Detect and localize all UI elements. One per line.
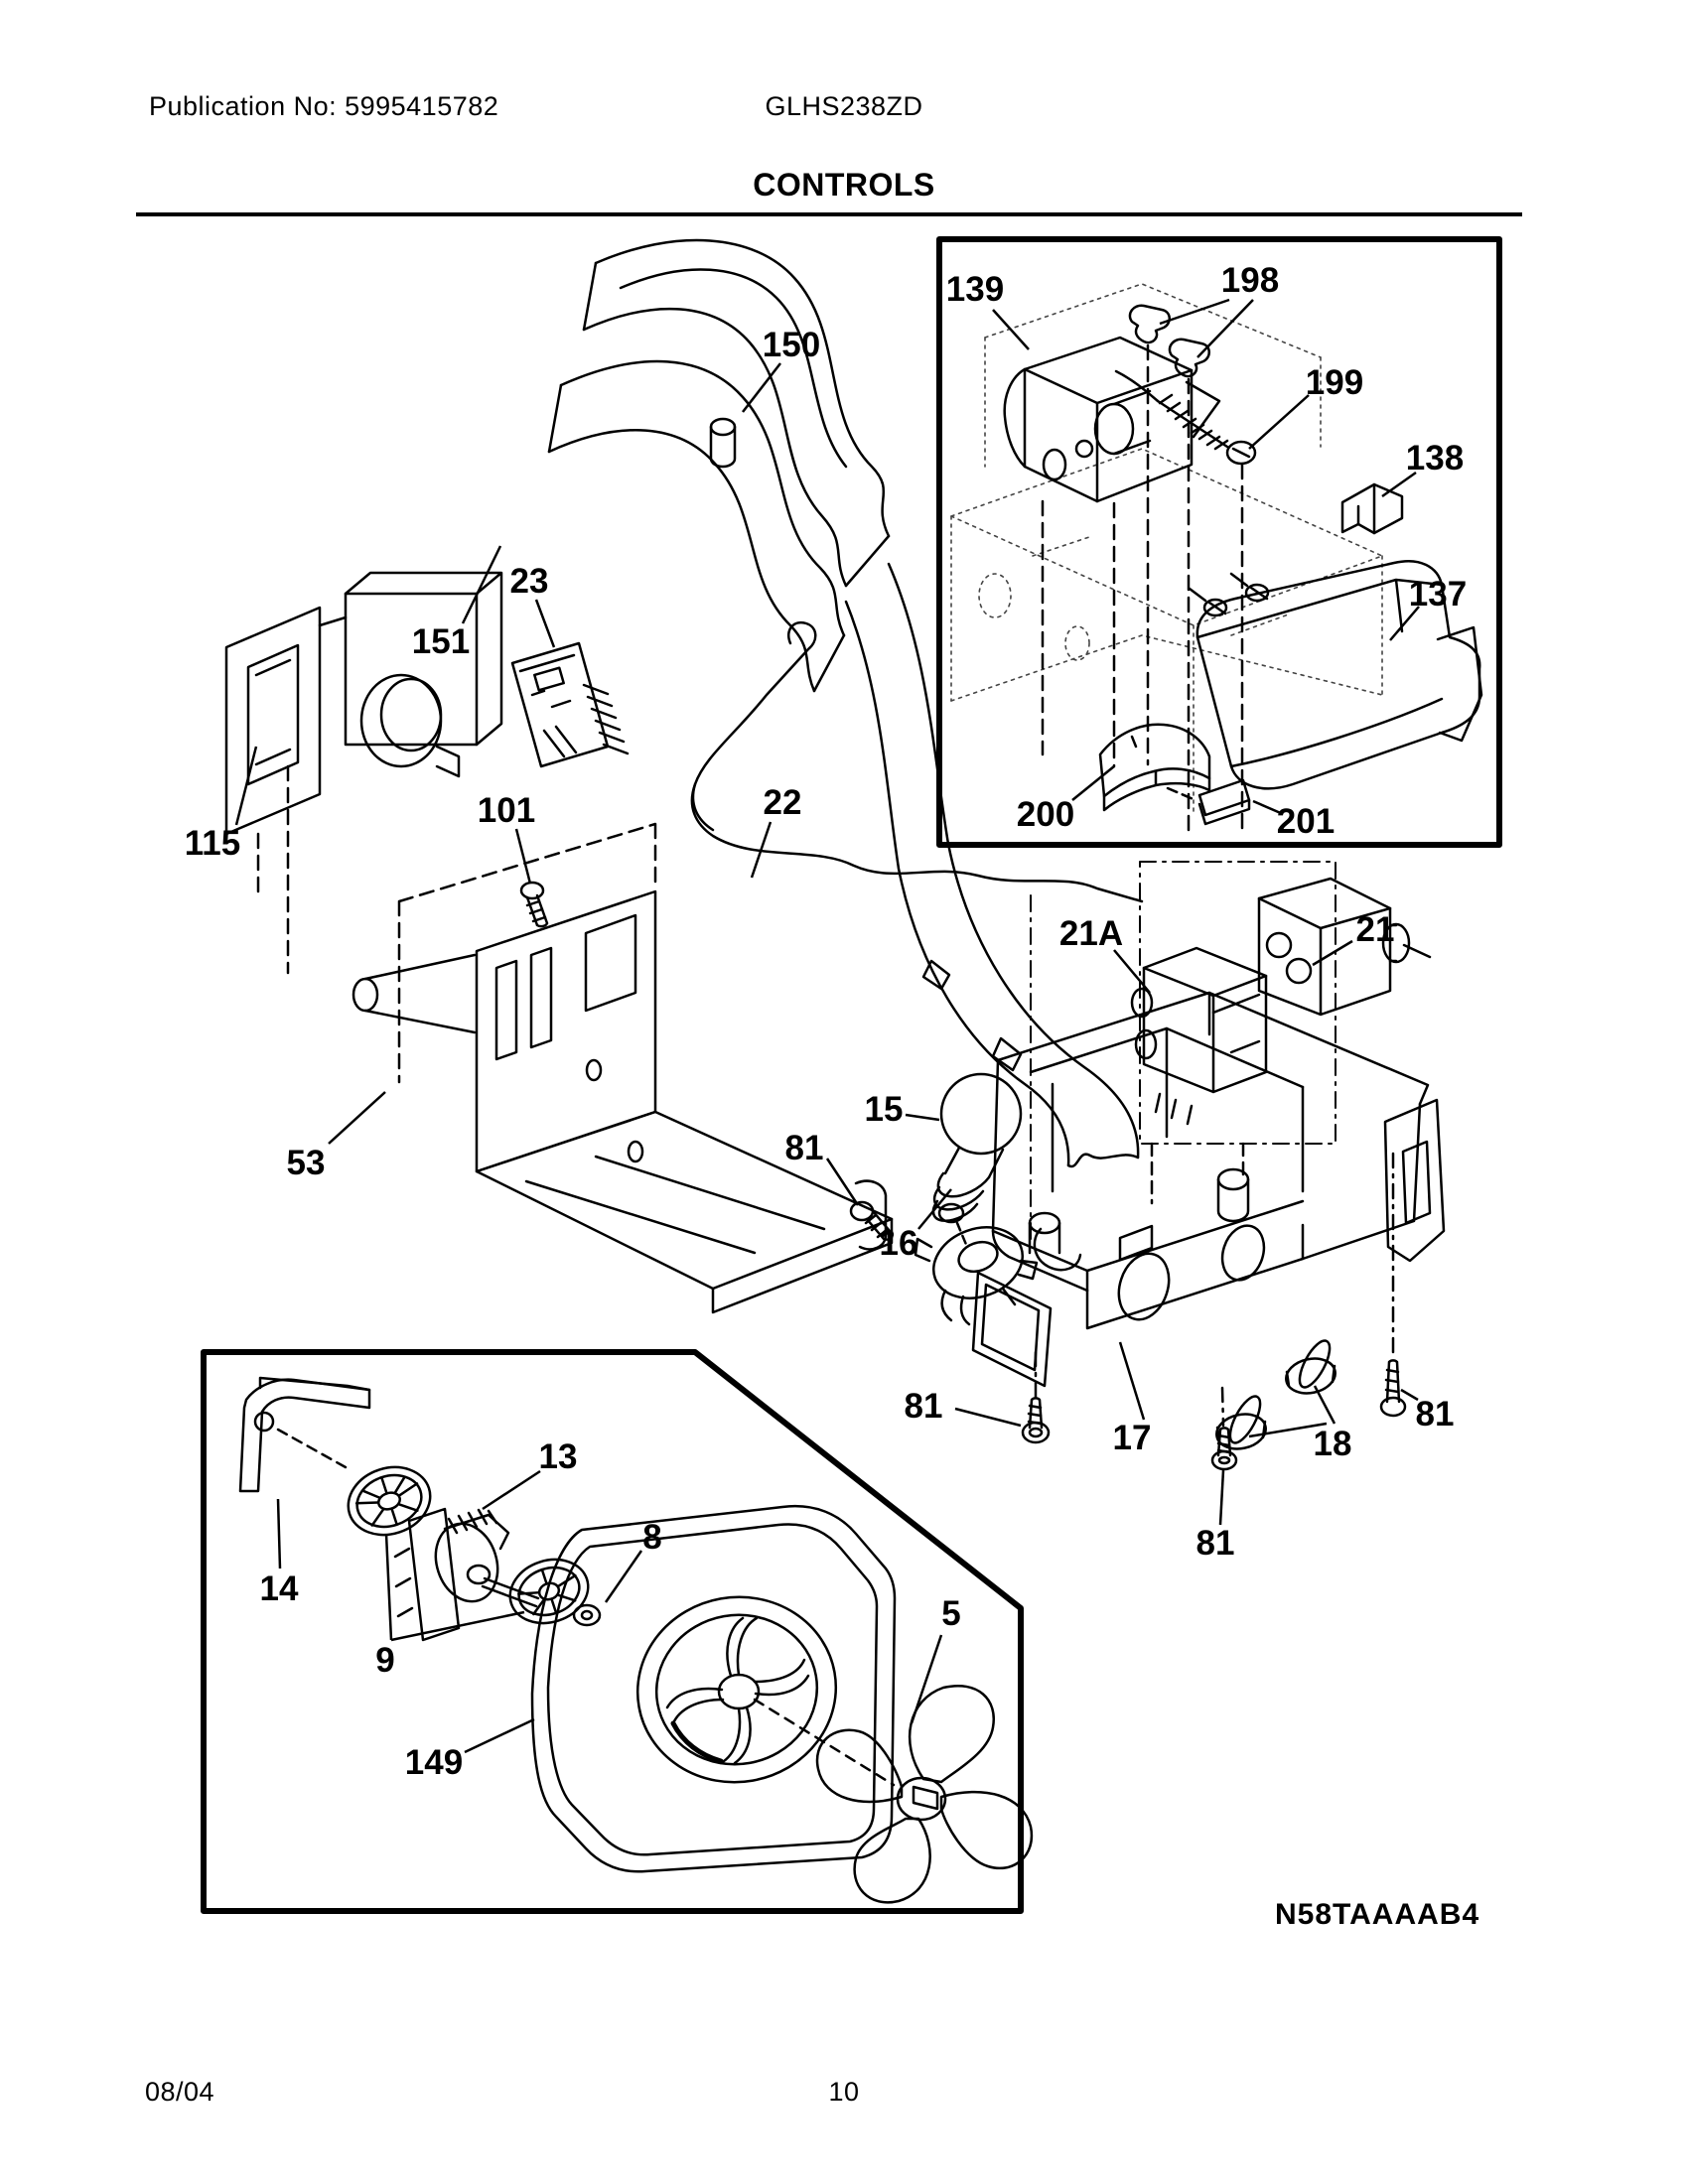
- inset-box-switch-detail: [939, 239, 1499, 845]
- part-label-16: 16: [879, 1224, 918, 1263]
- leader-line-17: [1120, 1342, 1144, 1420]
- part-label-5: 5: [941, 1594, 961, 1633]
- part-14-motor-bracket: [240, 1378, 369, 1491]
- part-label-15: 15: [864, 1090, 904, 1129]
- part-22-wire: [692, 622, 1142, 901]
- leader-line-115: [236, 747, 256, 825]
- part-label-150: 150: [762, 326, 821, 364]
- part-17-control-housing: [973, 895, 1444, 1386]
- part-139-switch: [1005, 338, 1219, 766]
- leader-line-200: [1072, 766, 1114, 800]
- part-81-screw-d: [1212, 1388, 1236, 1469]
- part-label-21: 21: [1355, 910, 1395, 949]
- leader-line-151: [463, 546, 500, 623]
- part-15-light-bulb: [933, 1074, 1021, 1247]
- part-label-9: 9: [375, 1641, 395, 1680]
- leader-line-8: [606, 1551, 641, 1602]
- part-label-8: 8: [642, 1518, 662, 1557]
- part-label-17: 17: [1112, 1419, 1152, 1457]
- part-label-21A: 21A: [1058, 914, 1124, 953]
- part-198-wire-clips: [1130, 306, 1209, 832]
- part-label-137: 137: [1408, 575, 1468, 614]
- part-label-81: 81: [1415, 1395, 1455, 1433]
- part-label-151: 151: [411, 622, 471, 661]
- part-label-138: 138: [1405, 439, 1465, 478]
- inset-box-fan-assembly: [204, 1352, 1021, 1911]
- part-label-81: 81: [784, 1129, 824, 1167]
- leader-line-18: [1315, 1386, 1335, 1424]
- footer-page-number: 10: [828, 2077, 860, 2107]
- part-label-198: 198: [1220, 261, 1280, 300]
- leader-line-139: [993, 310, 1029, 349]
- part-label-199: 199: [1305, 363, 1364, 402]
- part-label-81: 81: [1196, 1524, 1235, 1563]
- part-label-23: 23: [509, 562, 549, 601]
- part-138-bracket: [1342, 484, 1402, 533]
- part-149-fan-shroud: [532, 1506, 895, 1871]
- leader-line-81: [1220, 1470, 1223, 1525]
- part-150-duct: [584, 240, 889, 586]
- leader-line-149: [465, 1719, 534, 1752]
- publication-number: Publication No: 5995415782: [149, 91, 499, 121]
- part-label-101: 101: [477, 791, 536, 830]
- leader-line-13: [483, 1471, 540, 1509]
- part-label-201: 201: [1276, 802, 1336, 841]
- leader-line-9: [386, 1534, 391, 1640]
- part-label-200: 200: [1016, 795, 1075, 834]
- part-81-screw-c: [1381, 1154, 1405, 1416]
- part-101-screw: [521, 883, 547, 926]
- leader-line-21: [1313, 941, 1352, 965]
- part-199-ground-spring-screw: [1116, 371, 1255, 832]
- part-label-18: 18: [1313, 1425, 1352, 1463]
- leader-line-81: [827, 1159, 858, 1205]
- footer-date: 08/04: [145, 2077, 215, 2107]
- diagram-code: N58TAAAAB4: [1275, 1898, 1480, 1931]
- part-label-53: 53: [286, 1144, 326, 1182]
- part-label-139: 139: [945, 270, 1005, 309]
- part-23-control-board: [512, 643, 628, 766]
- leader-line-23: [536, 600, 554, 647]
- part-label-13: 13: [538, 1437, 578, 1476]
- part-label-149: 149: [404, 1743, 464, 1782]
- leader-line-5: [912, 1635, 941, 1723]
- leader-line-101: [516, 829, 530, 884]
- part-53-bracket: [353, 824, 892, 1312]
- part-label-14: 14: [259, 1570, 299, 1608]
- leader-line-53: [329, 1092, 385, 1144]
- model-number: GLHS238ZD: [765, 91, 923, 121]
- part-label-115: 115: [184, 824, 241, 863]
- page-title: CONTROLS: [753, 167, 935, 203]
- leader-line-14: [278, 1499, 280, 1569]
- part-5-fan-blade: [817, 1686, 1032, 1902]
- part-8-washer: [574, 1605, 600, 1625]
- part-label-22: 22: [763, 783, 802, 822]
- part-label-81: 81: [904, 1387, 943, 1426]
- leader-line-198: [1160, 300, 1229, 324]
- leader-line-81: [955, 1409, 1021, 1426]
- leader-line-199: [1249, 395, 1309, 449]
- leader-line-15: [906, 1115, 939, 1120]
